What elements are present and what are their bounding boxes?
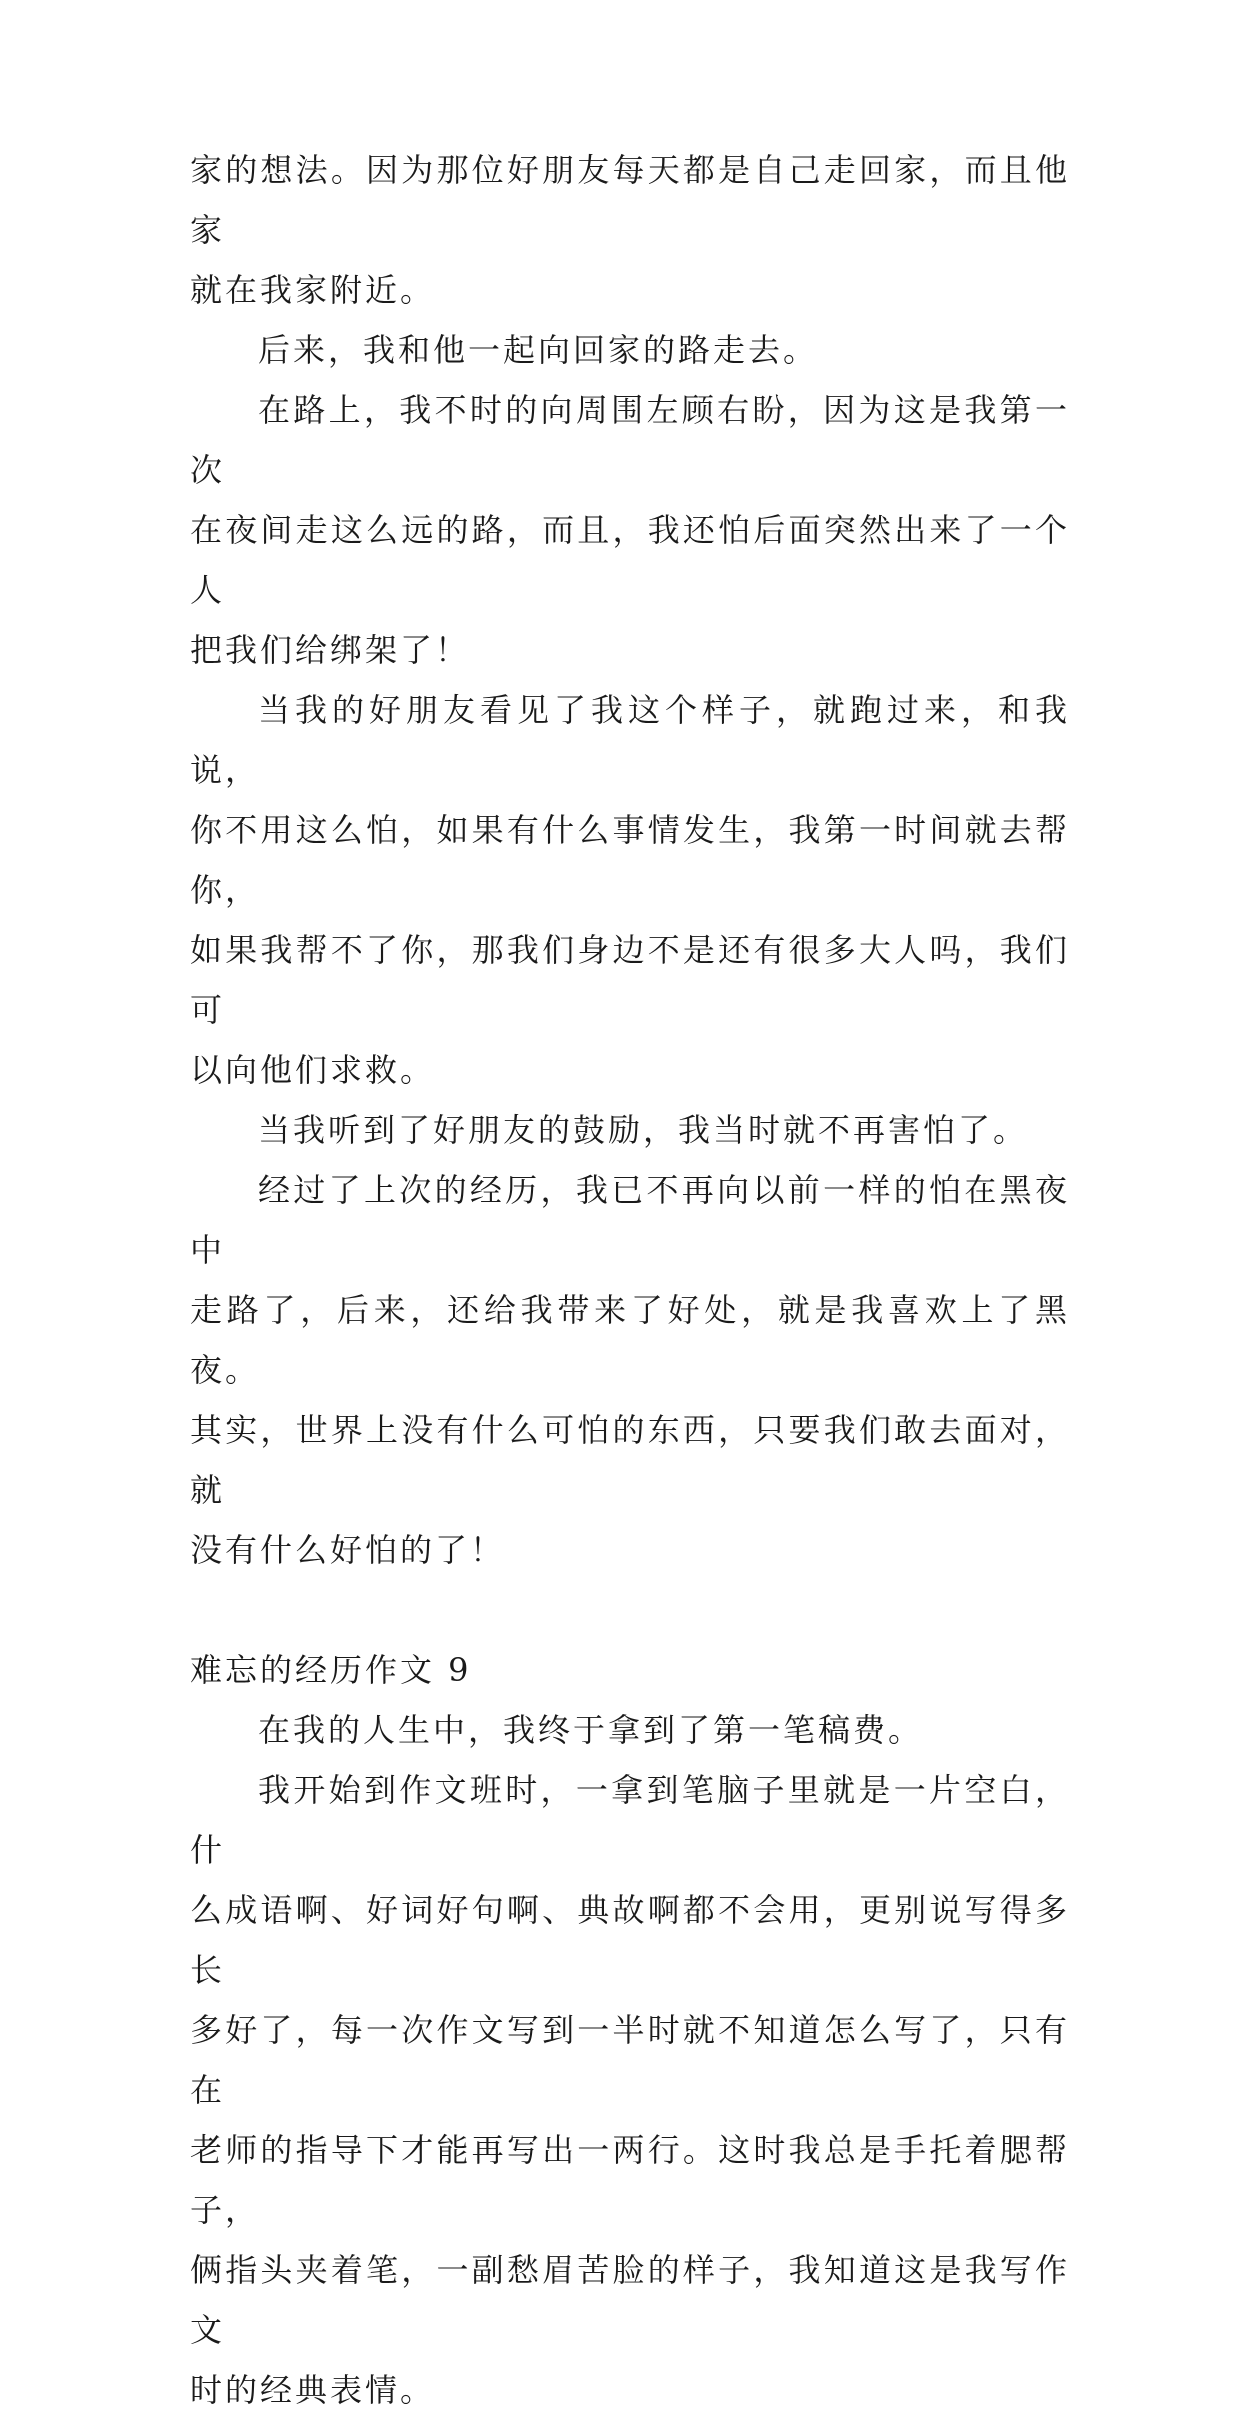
paragraph: 在路上，我不时的向周围左顾右盼，因为这是我第一次 在夜间走这么远的路，而且，我还怕后面突然出来了一个人 把我们给绑架了！ (190, 391, 1070, 669)
paragraph: 后来，我和他一起向回家的路走去。 (258, 331, 819, 369)
paragraph: 当我听到了好朋友的鼓励，我当时就不再害怕了。 (258, 1111, 1029, 1149)
paragraph: 家的想法。因为那位好朋友每天都是自己走回家，而且他家 就在我家附近。 (190, 151, 1070, 309)
document-body (190, 140, 1070, 2420)
paragraph: 当我的好朋友看见了我这个样子，就跑过来，和我说， 你不用这么怕，如果有什么事情发生，我第一时间就去帮你， 如果我帮不了你，那我们身边不是还有很多大人吗，我们可 以向他们求救。 (190, 691, 1070, 1089)
section-spacer (190, 1580, 1070, 1640)
paragraph: 在我的人生中，我终于拿到了第一笔稿费。 (258, 1711, 924, 1749)
paragraph: 经过了上次的经历，我已不再向以前一样的怕在黑夜中 走路了，后来，还给我带来了好处，就是我喜欢上了黑夜。 其实，世界上没有什么可怕的东西，只要我们敢去面对，就 没有什么好怕的了！ (190, 1171, 1070, 1569)
section-title: 难忘的经历作文 9 (190, 1651, 472, 1689)
paragraph: 我开始到作文班时，一拿到笔脑子里就是一片空白，什 么成语啊、好词好句啊、典故啊都不会用，更别说写得多长 多好了，每一次作文写到一半时就不知道怎么写了，只有在 老师的指导下才能再写出一两行。这时我总是手托着腮帮子， 俩指头夹着笔，一副愁眉苦脸的样子，我知道这是我写作文 时的经典表情。 (190, 1771, 1070, 2409)
